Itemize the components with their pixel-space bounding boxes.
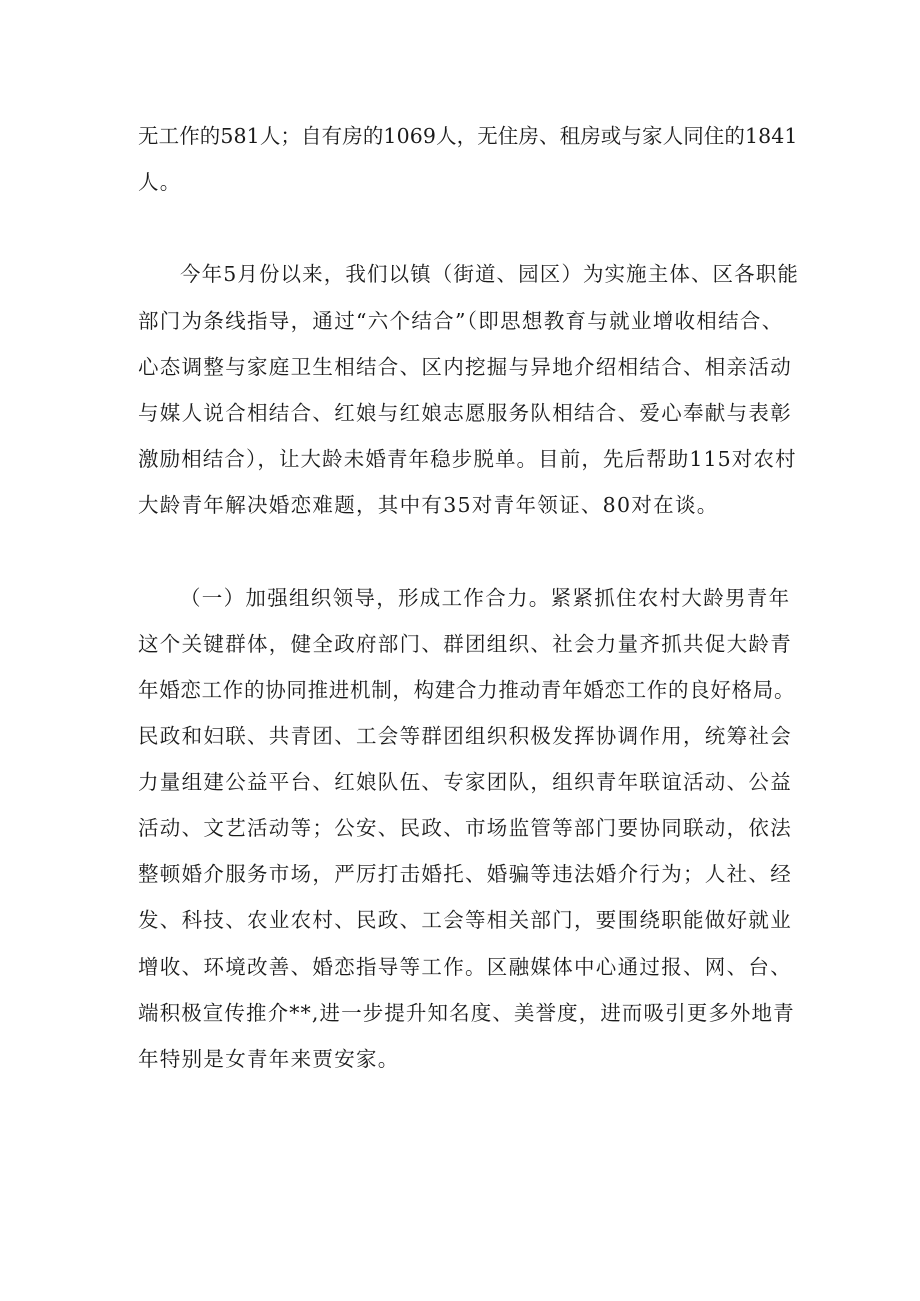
- text-line: 与媒人说合相结合、红娘与红娘志愿服务队相结合、爱心奉献与表彰: [138, 401, 792, 425]
- text-line: 年婚恋工作的协同推进机制，构建合力推动青年婚恋工作的良好格局。: [138, 678, 796, 702]
- text-line: （一）加强组织领导，形成工作合力。紧紧抓住农村大龄男青年: [180, 586, 791, 610]
- text-line: 心态调整与家庭卫生相结合、区内挖掘与异地介绍相结合、相亲活动: [138, 355, 792, 379]
- text-line: 人。: [138, 170, 182, 194]
- text-line: 增收、环境改善、婚恋指导等工作。区融媒体中心通过报、网、台、: [138, 955, 792, 979]
- text-line: 今年5月份以来，我们以镇（街道、园区）为实施主体、区各职能: [180, 262, 799, 286]
- text-line: 整顿婚介服务市场，严厉打击婚托、婚骗等违法婚介行为；人社、经: [138, 862, 792, 886]
- text-line: 大龄青年解决婚恋难题，其中有35对青年领证、80对在谈。: [138, 493, 719, 517]
- text-line: 部门为条线指导，通过“六个结合”（即思想教育与就业增收相结合、: [138, 309, 784, 333]
- text-line: 活动、文艺活动等；公安、民政、市场监管等部门要协同联动，依法: [138, 816, 792, 840]
- text-line: 无工作的581人；自有房的1069人，无住房、租房或与家人同住的1841: [138, 124, 798, 148]
- text-line: 端积极宣传推介**,进一步提升知名度、美誉度，进而吸引更多外地青: [138, 1001, 795, 1025]
- text-line: 这个关键群体，健全政府部门、群团组织、社会力量齐抓共促大龄青: [138, 632, 792, 656]
- text-line: 年特别是女青年来贾安家。: [138, 1047, 400, 1071]
- text-line: 发、科技、农业农村、民政、工会等相关部门，要围绕职能做好就业: [138, 908, 792, 932]
- text-line: 民政和妇联、共青团、工会等群团组织积极发挥协调作用，统筹社会: [138, 724, 792, 748]
- text-line: 力量组建公益平台、红娘队伍、专家团队，组织青年联谊活动、公益: [138, 770, 792, 794]
- text-line: 激励相结合），让大龄未婚青年稳步脱单。目前，先后帮助115对农村: [138, 447, 797, 471]
